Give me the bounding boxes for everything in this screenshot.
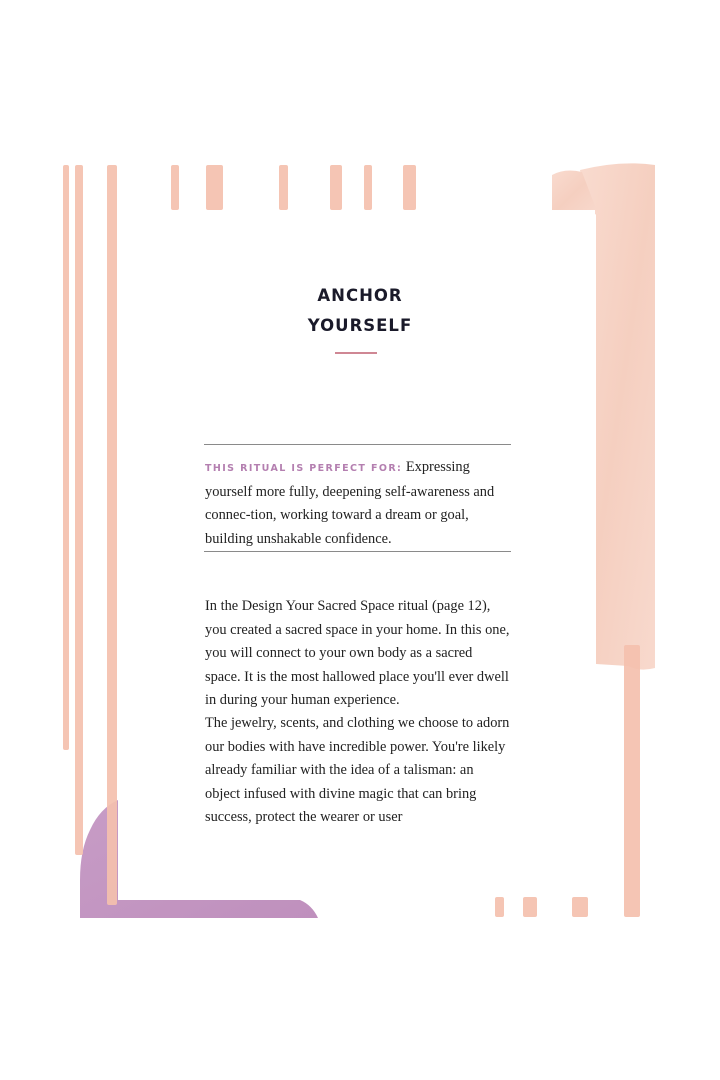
stripe xyxy=(279,165,288,210)
stripe xyxy=(572,897,588,917)
stripe xyxy=(330,165,342,210)
stripe xyxy=(75,165,83,855)
body-paragraph-1: In the Design Your Sacred Space ritual (page 12), you created a sacred space in your home. In this one, you will connect to your own body as a sacred space. It is the most hallowed place you'll ever dwell in during your human experience. xyxy=(205,598,510,708)
body-paragraph-2: The jewelry, scents, and clothing we choose to adorn our bodies with have incredible power. You're likely already familiar with the idea of a talisman: an object infused with divine magic that can bring success, protect the wearer or user xyxy=(205,715,510,825)
stripe xyxy=(63,165,69,750)
stripe xyxy=(107,165,117,905)
callout-text: Expressing yourself more fully, deepening self-awareness and connec-tion, working toward a dream or goal, building unshakable confidence. xyxy=(205,459,495,547)
stripe xyxy=(624,645,640,917)
stripe xyxy=(495,897,504,917)
stripe xyxy=(523,897,537,917)
callout-top-rule xyxy=(204,444,511,445)
title-underline xyxy=(335,352,377,354)
stripe xyxy=(206,165,223,210)
callout-bottom-rule xyxy=(204,551,511,552)
page-title-line-2: YOURSELF xyxy=(307,316,413,335)
page-title-line-1: ANCHOR xyxy=(317,286,403,305)
ritual-callout xyxy=(205,456,510,551)
callout-label: THIS RITUAL IS PERFECT FOR: xyxy=(205,463,403,474)
stripe xyxy=(364,165,372,210)
stripe xyxy=(403,165,416,210)
stripe xyxy=(171,165,179,210)
